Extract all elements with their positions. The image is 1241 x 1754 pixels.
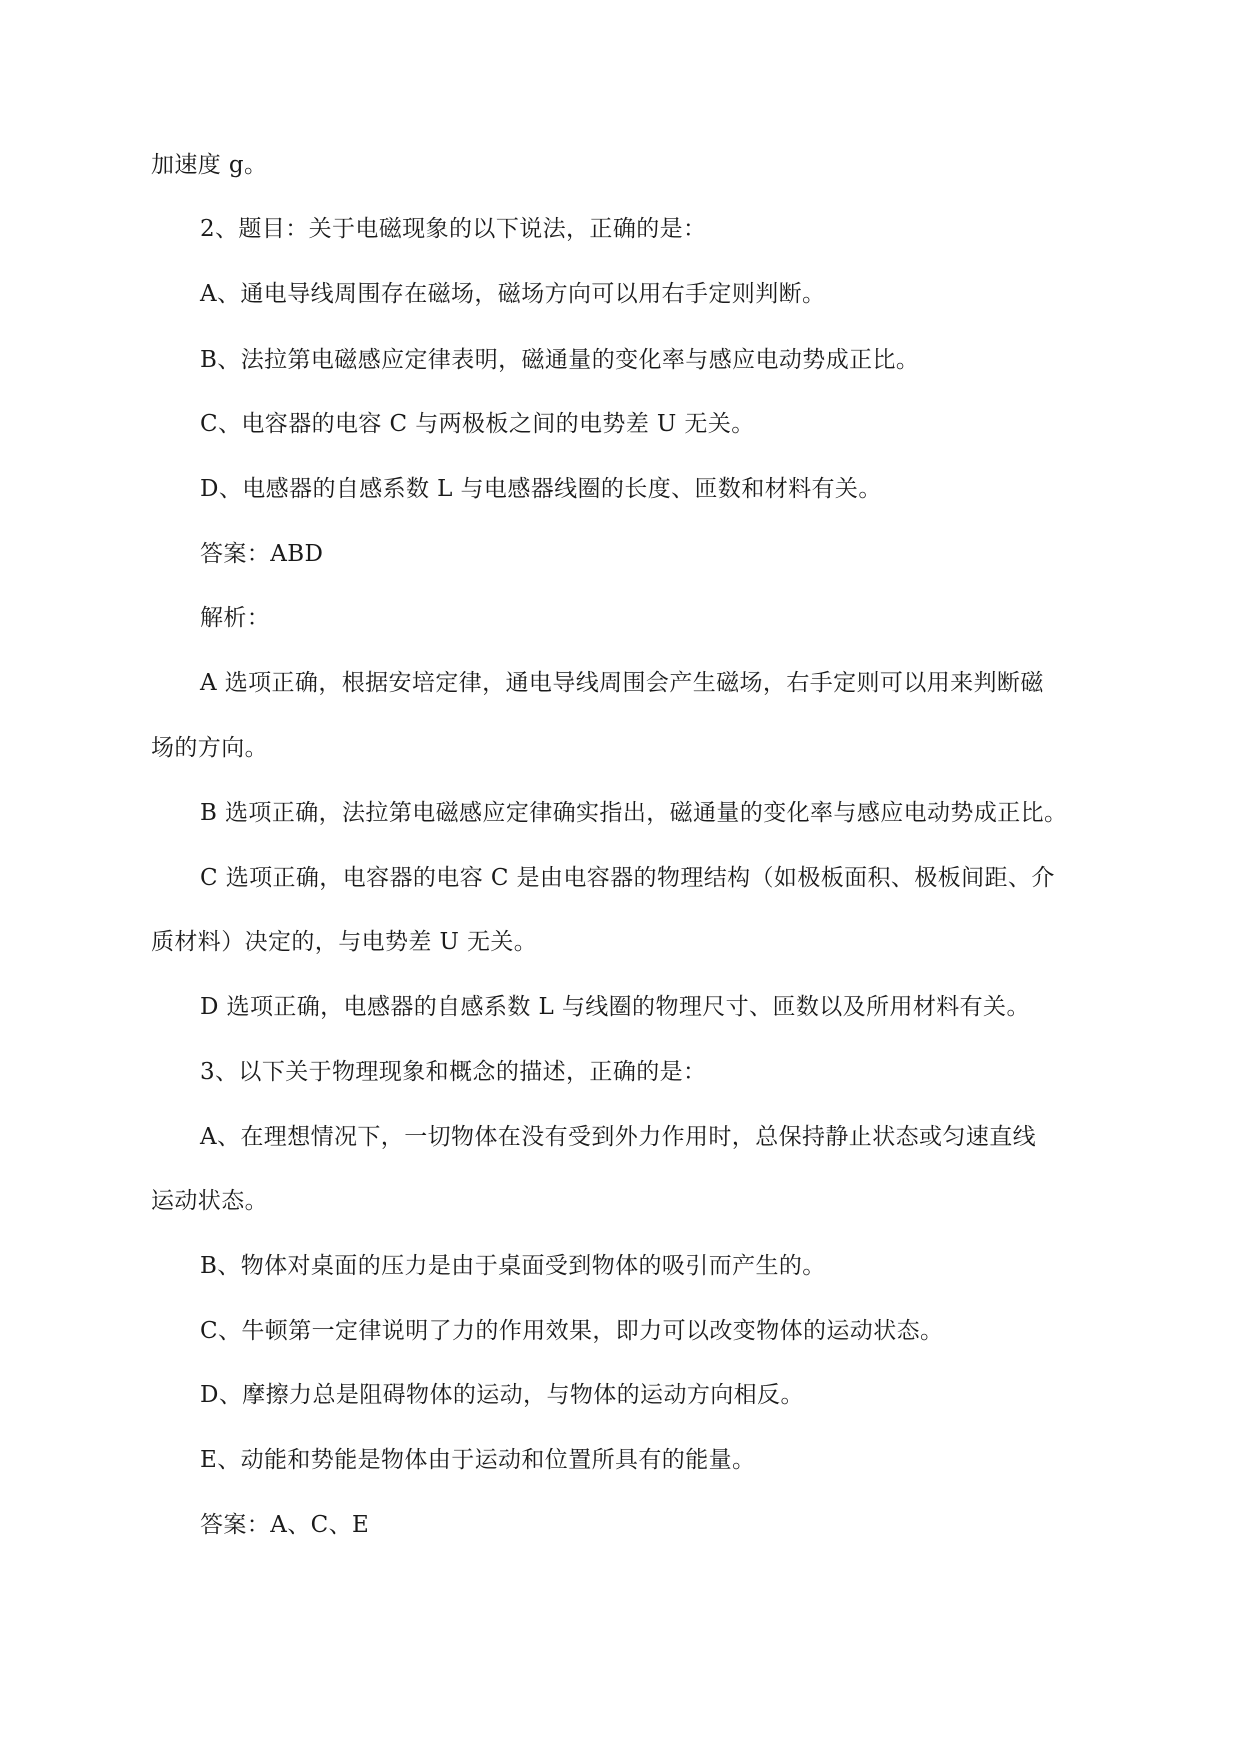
question-3-option-b: B、物体对桌面的压力是由于桌面受到物体的吸引而产生的。 xyxy=(200,1253,826,1279)
analysis-a-line-1: A 选项正确，根据安培定律，通电导线周围会产生磁场，右手定则可以用来判断磁 xyxy=(200,670,1044,696)
question-3-option-d: D、摩擦力总是阻碍物体的运动，与物体的运动方向相反。 xyxy=(200,1382,804,1408)
question-3-option-a-line-2: 运动状态。 xyxy=(151,1188,268,1214)
question-2-answer: 答案：ABD xyxy=(200,541,324,567)
text-line: 加速度 g。 xyxy=(151,152,268,178)
question-2-option-c: C、电容器的电容 C 与两极板之间的电势差 U 无关。 xyxy=(200,411,755,437)
analysis-heading: 解析： xyxy=(200,605,271,631)
analysis-b: B 选项正确，法拉第电磁感应定律确实指出，磁通量的变化率与感应电动势成正比。 xyxy=(200,800,1068,826)
question-3-option-a-line-1: A、在理想情况下，一切物体在没有受到外力作用时，总保持静止状态或匀速直线 xyxy=(200,1124,1037,1150)
question-2-stem: 2、题目：关于电磁现象的以下说法，正确的是： xyxy=(200,216,707,242)
question-3-option-e: E、动能和势能是物体由于运动和位置所具有的能量。 xyxy=(200,1447,756,1473)
question-2-option-d: D、电感器的自感系数 L 与电感器线圈的长度、匝数和材料有关。 xyxy=(200,476,882,502)
question-3-option-c: C、牛顿第一定律说明了力的作用效果，即力可以改变物体的运动状态。 xyxy=(200,1318,944,1344)
analysis-a-line-2: 场的方向。 xyxy=(151,735,268,761)
question-2-option-a: A、通电导线周围存在磁场，磁场方向可以用右手定则判断。 xyxy=(200,281,826,307)
analysis-c-line-1: C 选项正确，电容器的电容 C 是由电容器的物理结构（如极板面积、极板间距、介 xyxy=(200,865,1055,891)
question-2-option-b: B、法拉第电磁感应定律表明，磁通量的变化率与感应电动势成正比。 xyxy=(200,347,920,373)
question-3-answer: 答案：A、C、E xyxy=(200,1512,370,1538)
question-3-stem: 3、以下关于物理现象和概念的描述，正确的是： xyxy=(200,1059,707,1085)
analysis-c-line-2: 质材料）决定的，与电势差 U 无关。 xyxy=(151,929,538,955)
analysis-d: D 选项正确，电感器的自感系数 L 与线圈的物理尺寸、匝数以及所用材料有关。 xyxy=(200,994,1030,1020)
